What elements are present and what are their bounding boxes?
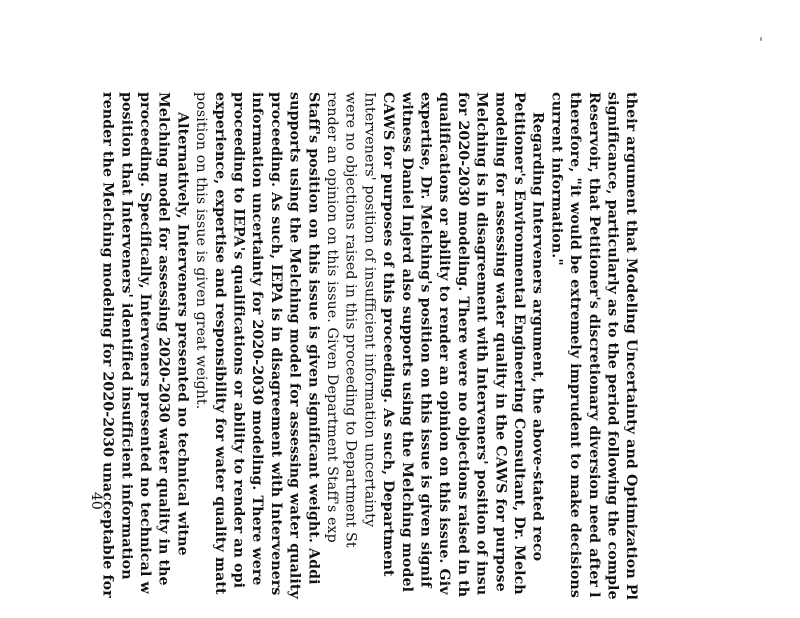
text-line: Petitioner's Environmental Engineering Consultant, Dr. Melch: [511, 92, 527, 595]
text-line: position that Interveners' identified insufficient information: [118, 92, 135, 580]
text-line: supports using the Melching model for assessing water quality: [286, 92, 303, 599]
text-line: Interveners' position of insufficient information uncertainty: [361, 92, 378, 528]
text-line: Melching is in disagreement with Interveners' position of insu: [473, 92, 490, 596]
text-line: Staff's position on this issue is given significant weight. Addi: [305, 92, 322, 585]
text-line: proceeding. Specifically, Interveners presented no technical w: [137, 92, 153, 594]
page-number: 40: [88, 492, 104, 510]
text-line: proceeding to IEPA's qualifications or ability to render an opi: [230, 92, 247, 589]
text-line: Melching model for assessing 2020-2030 water quality in the: [155, 92, 172, 586]
text-line: experience, expertise and responsibility for water quality matt: [211, 92, 228, 595]
text-line: render an opinion on this issue. Given Department Staff's exp: [324, 92, 340, 543]
text-line: Reservoir, that Petitioner's discretionary diversion need after l: [585, 92, 602, 598]
text-line: for 2020-2030 modeling. There were no objections raised in th: [454, 92, 471, 598]
text-line: witness Daniel Injerd also supports using the Melching model: [398, 92, 415, 593]
scan-speck: [760, 37, 762, 41]
text-line: render the Melching modeling for 2020-2030 unacceptable for: [99, 92, 116, 598]
text-line: their argument that Modeling Uncertainty and Optimization Pl: [623, 92, 640, 601]
text-line: significance, particularly as to the period following the comple: [604, 92, 621, 600]
text-line: were no objections raised in this proceeding to Department St: [342, 92, 359, 548]
text-line: modeling for assessing water quality in the CAWS for purpose: [492, 92, 509, 592]
text-line: proceeding. As such, IEPA is in disagreement with Interveners: [267, 92, 284, 596]
paragraph-start-line: Regarding Interveners argument, the above-stated reco: [529, 112, 546, 562]
text-line: qualifications or ability to render an opinion on this issue. Giv: [436, 92, 453, 595]
text-line: information uncertainty for 2020-2030 modeling. There were: [249, 92, 266, 586]
page-body-text: [96, 92, 644, 618]
text-line: current information.": [548, 92, 565, 266]
text-line: position on this issue is given great weight.: [193, 92, 210, 410]
text-line: CAWS for purposes of this proceeding. As such, Department: [380, 92, 397, 577]
text-line: therefore, "it would be extremely imprudent to make decisions: [567, 92, 584, 598]
paragraph-start-line: Alternatively, Interveners presented no technical witne: [174, 112, 191, 556]
text-line: expertise, Dr. Melching's position on this issue is given signif: [417, 92, 434, 588]
